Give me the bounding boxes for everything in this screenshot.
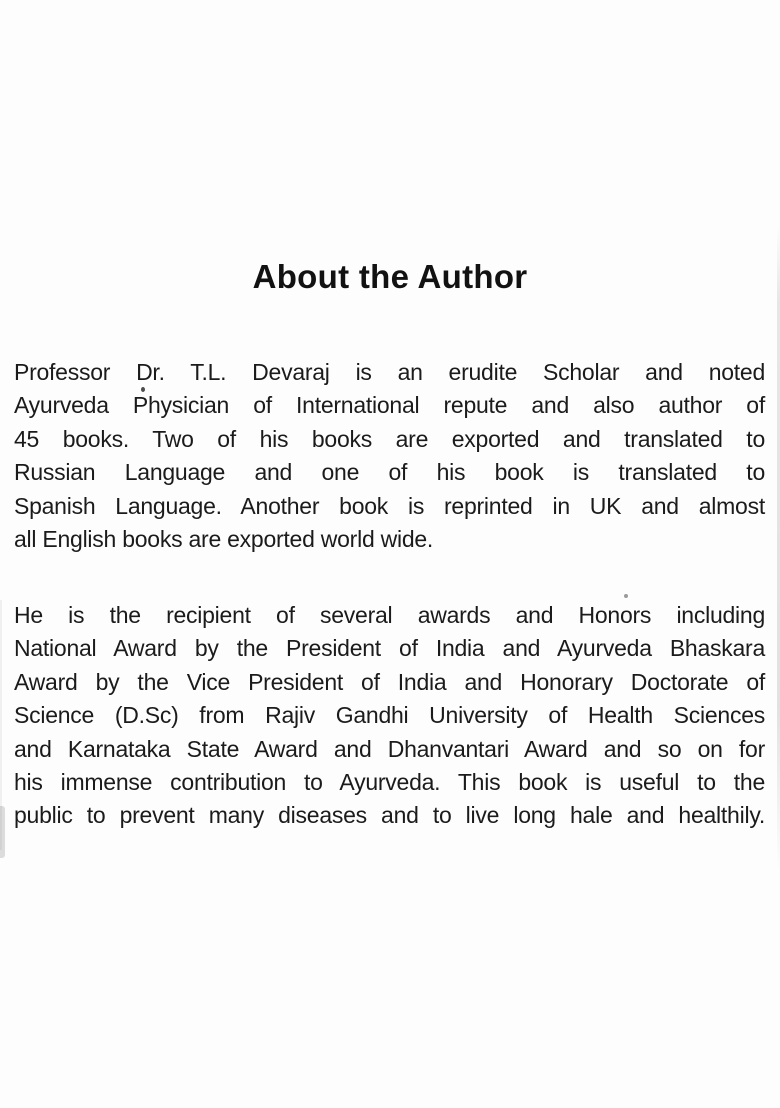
- text-line: Professor Dr. T.L. Devaraj is an erudite Scholar and noted: [14, 359, 765, 385]
- text-line: Ayurveda Physician of International repute and also author of: [14, 392, 765, 419]
- text-line: public to prevent many diseases and to live long hale and healthily.: [14, 802, 765, 829]
- text-line: National Award by the President of India and Ayurveda Bhaskara: [14, 635, 765, 662]
- scan-speck-artifact: [624, 594, 628, 598]
- page-title: About the Author: [252, 258, 528, 295]
- scan-edge-artifact: [0, 806, 5, 858]
- text-line: Russian Language and one of his book is translated to: [14, 459, 765, 486]
- text-line: He is the recipient of several awards and Honors including: [14, 602, 765, 628]
- scan-edge-artifact: [0, 600, 2, 850]
- text-line: Award by the Vice President of India and Honorary Doctorate of: [14, 668, 765, 695]
- text-line: and Karnataka State Award and Dhanvantari Award and so on for: [14, 735, 765, 762]
- text-line: Science (D.Sc) from Rajiv Gandhi University of Health Sciences: [14, 702, 765, 729]
- text-line: his immense contribution to Ayurveda. This book is useful to the: [14, 769, 765, 796]
- text-line: 45 books. Two of his books are exported and translated to: [14, 425, 765, 452]
- awards-paragraph: [14, 599, 765, 833]
- text-line: Spanish Language. Another book is reprinted in UK and almost: [14, 492, 765, 519]
- author-intro-paragraph: [14, 356, 765, 556]
- text-line: all English books are exported world wide.: [14, 526, 434, 553]
